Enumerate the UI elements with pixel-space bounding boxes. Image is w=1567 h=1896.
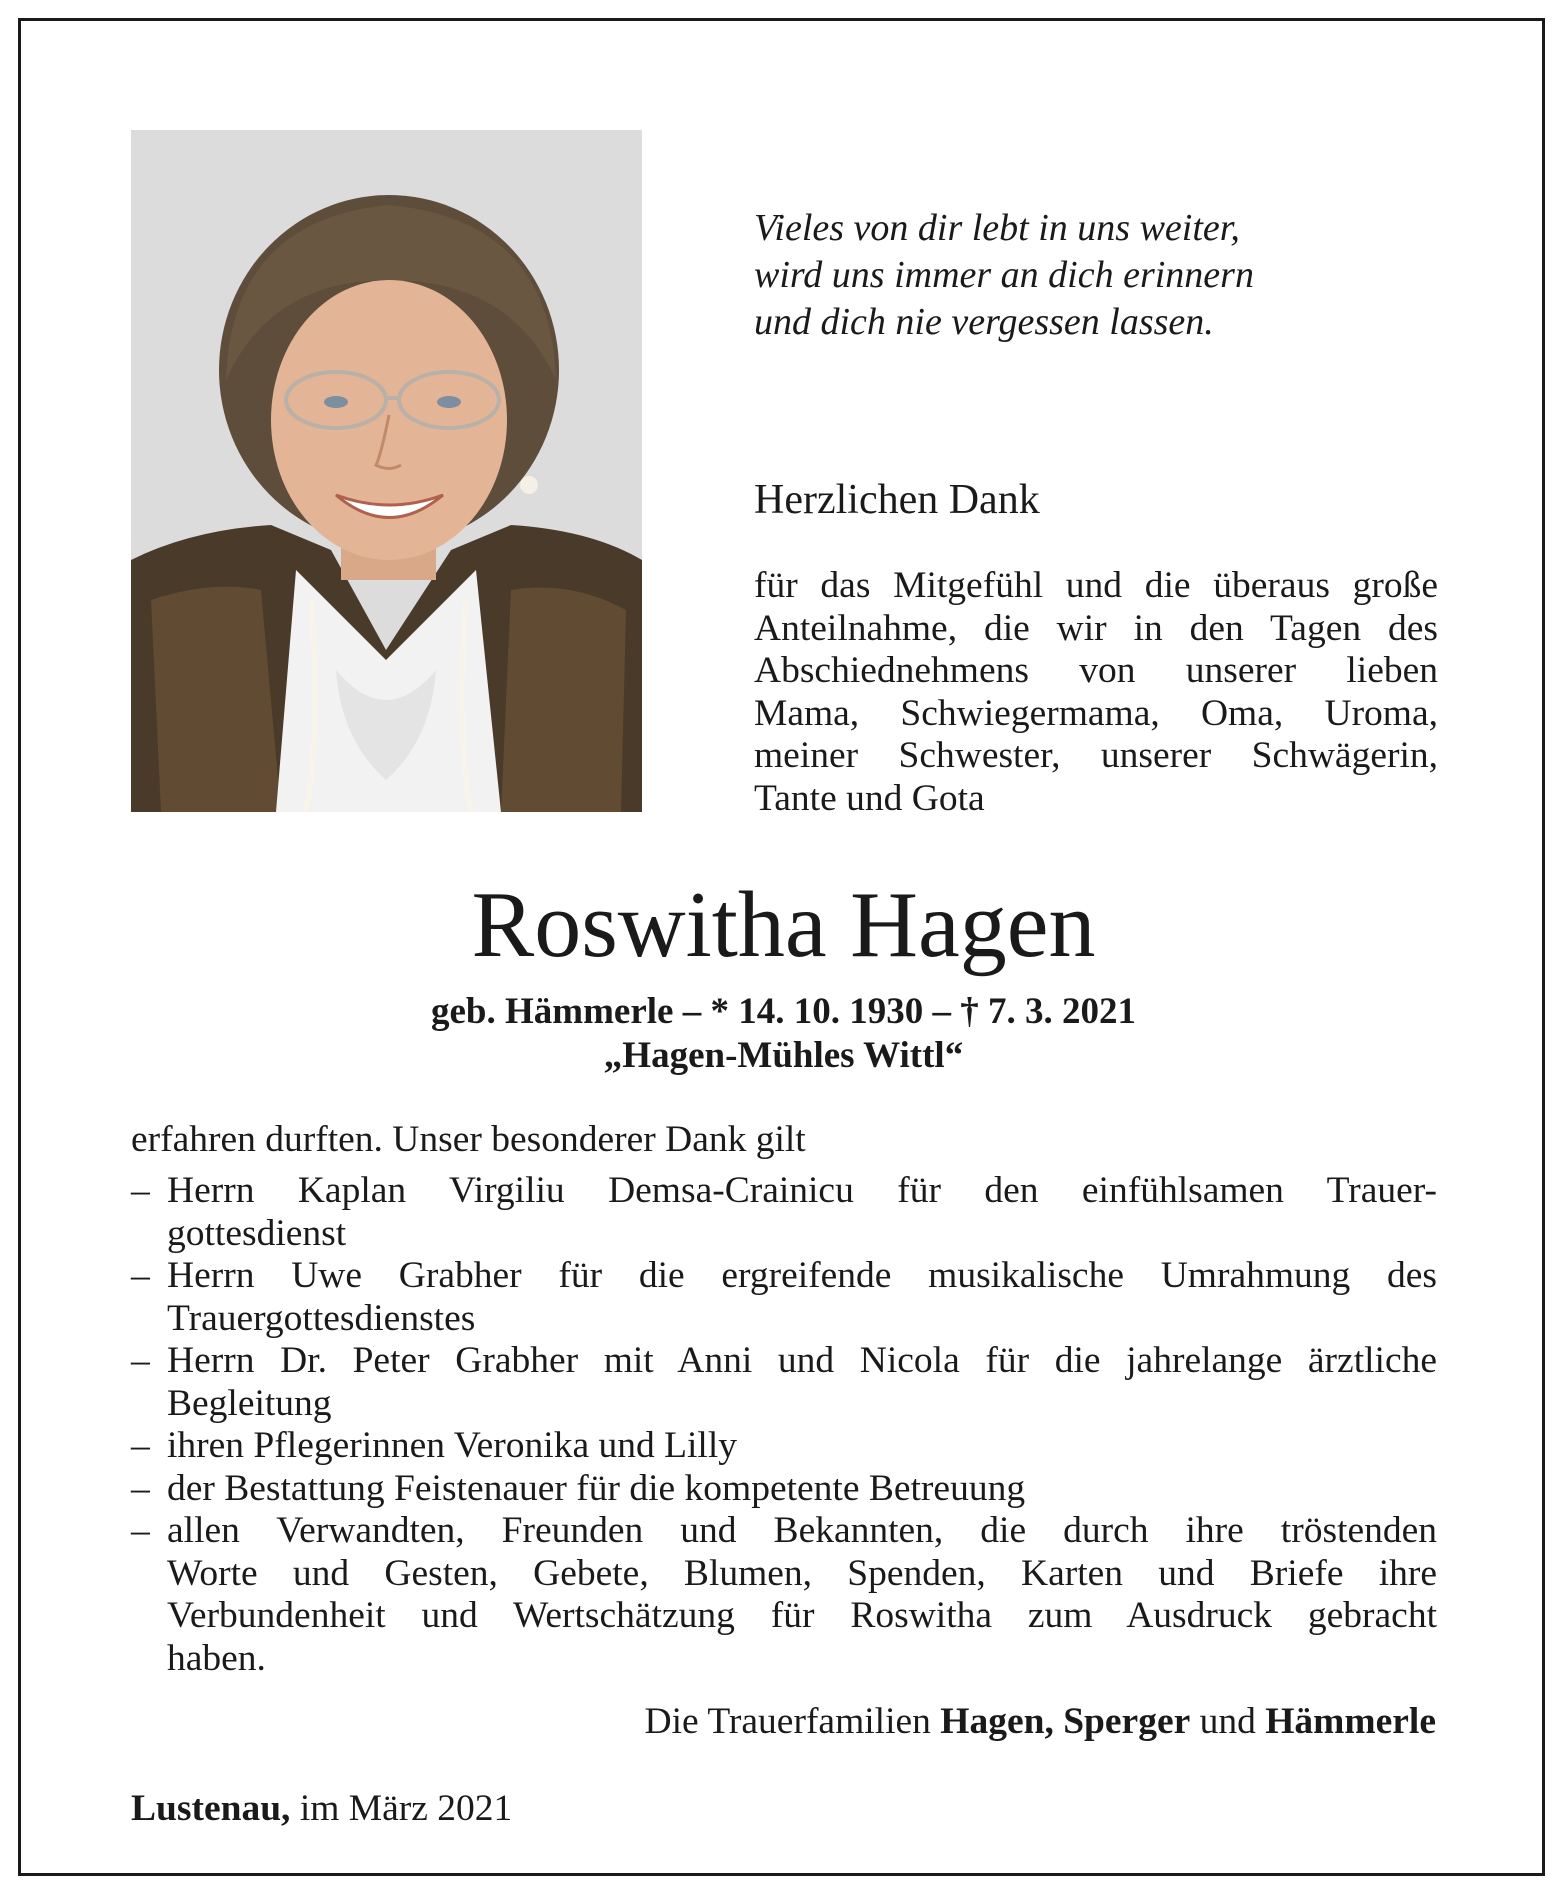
- list-item-line: Herrn Uwe Grabher für die ergreifende musikalische Umrahmung des: [167, 1255, 1437, 1296]
- family-name: Hagen,: [940, 1701, 1054, 1742]
- list-item-line: Herrn Kaplan Virgiliu Demsa-Crainicu für den einfühlsamen Trauer-: [167, 1170, 1437, 1211]
- dash-bullet: –: [131, 1467, 150, 1509]
- list-item-line: haben.: [167, 1637, 266, 1679]
- list-item: [131, 1425, 1437, 1468]
- list-item-line: Worte und Gesten, Gebete, Blumen, Spenden, Karten und Briefe ihre: [167, 1552, 1437, 1594]
- list-item: [131, 1255, 1437, 1340]
- list-item-line: Trauergottesdienstes: [167, 1297, 476, 1339]
- place-and-date: [131, 1787, 512, 1831]
- portrait-photo: [131, 130, 642, 812]
- list-item: [131, 1340, 1437, 1425]
- deceased-nickname: „Hagen-Mühles Wittl“: [603, 1035, 964, 1076]
- family-name: Hämmerle: [1265, 1701, 1436, 1742]
- intro-text: erfahren durften. Unser besonderer Dank gilt: [131, 1119, 806, 1160]
- dash-bullet: –: [131, 1255, 150, 1296]
- dash-bullet: –: [131, 1425, 150, 1466]
- list-item-line: der Bestattung Feistenauer für die kompetente Betreuung: [167, 1467, 1026, 1509]
- list-item-line: Herrn Dr. Peter Grabher mit Anni und Nicola für die jahrelange ärztliche: [167, 1340, 1437, 1381]
- thanks-line: Abschiednehmens von unserer lieben: [754, 650, 1438, 691]
- poem-line: wird uns immer an dich erinnern: [754, 254, 1254, 296]
- signature-prefix: Die Trauerfamilien: [644, 1701, 931, 1742]
- thanks-line: Mama, Schwiegermama, Oma, Uroma,: [754, 692, 1438, 734]
- place-date: im März 2021: [299, 1788, 513, 1829]
- thanks-line: meiner Schwester, unserer Schwägerin,: [754, 735, 1438, 776]
- thanks-paragraph: [754, 565, 1438, 820]
- memorial-poem: [754, 205, 1454, 346]
- dash-bullet: –: [131, 1510, 150, 1551]
- list-item: [131, 1468, 1437, 1511]
- thanks-heading: Herzlichen Dank: [754, 477, 1040, 523]
- thanks-line: Tante und Gota: [754, 777, 985, 819]
- list-item: [131, 1170, 1437, 1255]
- poem-line: Vieles von dir lebt in uns weiter,: [754, 207, 1240, 249]
- deceased-dates: geb. Hämmerle – * 14. 10. 1930 – † 7. 3. 2021: [431, 991, 1136, 1032]
- list-item-line: Begleitung: [167, 1382, 332, 1424]
- place-city: Lustenau,: [131, 1788, 291, 1829]
- signature-connector: und: [1199, 1701, 1256, 1742]
- family-name: Sperger: [1063, 1701, 1191, 1742]
- family-signature: [645, 1700, 1437, 1744]
- thanks-line: Anteilnahme, die wir in den Tagen des: [754, 607, 1438, 649]
- dash-bullet: –: [131, 1170, 150, 1211]
- list-item-line: gottesdienst: [167, 1212, 347, 1254]
- deceased-name: Roswitha Hagen: [471, 873, 1096, 977]
- dash-bullet: –: [131, 1340, 150, 1381]
- poem-line: und dich nie vergessen lassen.: [754, 301, 1214, 343]
- thanks-line: für das Mitgefühl und die überaus große: [754, 565, 1438, 606]
- list-item-line: allen Verwandten, Freunden und Bekannten, die durch ihre tröstenden: [167, 1510, 1437, 1551]
- list-item: [131, 1510, 1437, 1680]
- list-item-line: ihren Pflegerinnen Veronika und Lilly: [167, 1425, 738, 1466]
- acknowledgement-list: [131, 1170, 1437, 1680]
- list-item-line: Verbundenheit und Wertschätzung für Roswitha zum Ausdruck gebracht: [167, 1595, 1437, 1636]
